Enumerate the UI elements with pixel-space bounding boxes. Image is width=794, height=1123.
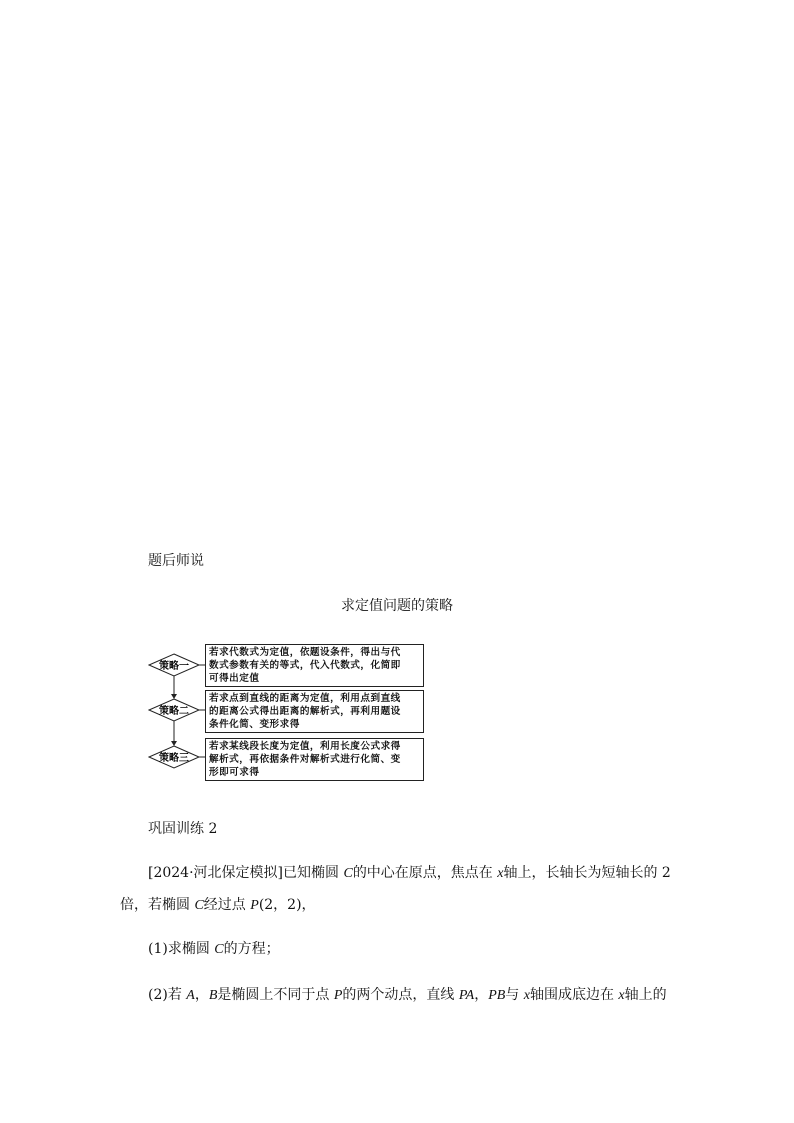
flowchart-diagram [148,640,208,785]
exercise-title: 巩固训练 2 [148,821,218,837]
question-1: (1)求椭圆 C的方程； [148,941,280,957]
strategy-2-label: 策略二 [159,706,189,717]
math-var: C [214,942,224,957]
exercise-line-1: [2024·河北保定模拟]已知椭圆 C的中心在原点，焦点在 x轴上，长轴长为短轴长的 2 [148,865,671,881]
strategy-flowchart [148,640,428,785]
math-var: x [618,988,625,1003]
exercise-line-2: 倍，若椭圆 C经过点 P(2，2)， [120,897,316,913]
strategy-1-text-line: 若求代数式为定值，依题设条件，得出与代 [209,647,401,658]
arrow-head-1-2 [171,694,177,699]
strategy-3-text-line: 若求某线段长度为定值，利用长度公式求得 [209,741,401,752]
strategy-2-text-line: 的距离公式得出距离的解析式，再利用题设 [209,706,401,717]
math-var: PB [488,988,506,1003]
strategy-2-box [205,690,424,733]
strategy-1-text-line: 可得出定值 [209,673,260,684]
math-var: P [333,988,343,1003]
strategy-3-box [205,738,424,781]
strategy-2-text-line: 若求点到直线的距离为定值，利用点到直线 [209,693,401,704]
math-var: A [186,988,195,1003]
math-var: C [343,866,353,881]
strategy-1-text-line: 数式参数有关的等式，代入代数式，化简即 [209,660,401,671]
question-2: (2)若 A，B是椭圆上不同于点 P的两个动点，直线 PA，PB与 x轴围成底边在 x轴上的 [148,987,667,1003]
strategy-3-text-line: 解析式，再依据条件对解析式进行化简、变 [209,754,401,765]
strategy-3-label: 策略三 [159,753,189,764]
arrow-head-2-3 [171,741,177,746]
math-var: PA [458,988,475,1003]
strategy-2-text-line: 条件化简、变形求得 [209,719,300,730]
strategy-1-box [205,644,424,687]
math-var: x [523,988,530,1003]
math-var: P [250,898,259,913]
section-heading: 题后师说 [148,553,204,569]
strategy-3-text-line: 形即可求得 [209,767,260,778]
chart-subtitle: 求定值问题的策略 [341,598,453,614]
source-citation: [2024·河北保定模拟] [148,865,284,881]
strategy-1-label: 策略一 [159,661,189,672]
math-var: B [208,988,218,1003]
math-var: C [194,898,204,913]
math-var: x [497,866,504,881]
